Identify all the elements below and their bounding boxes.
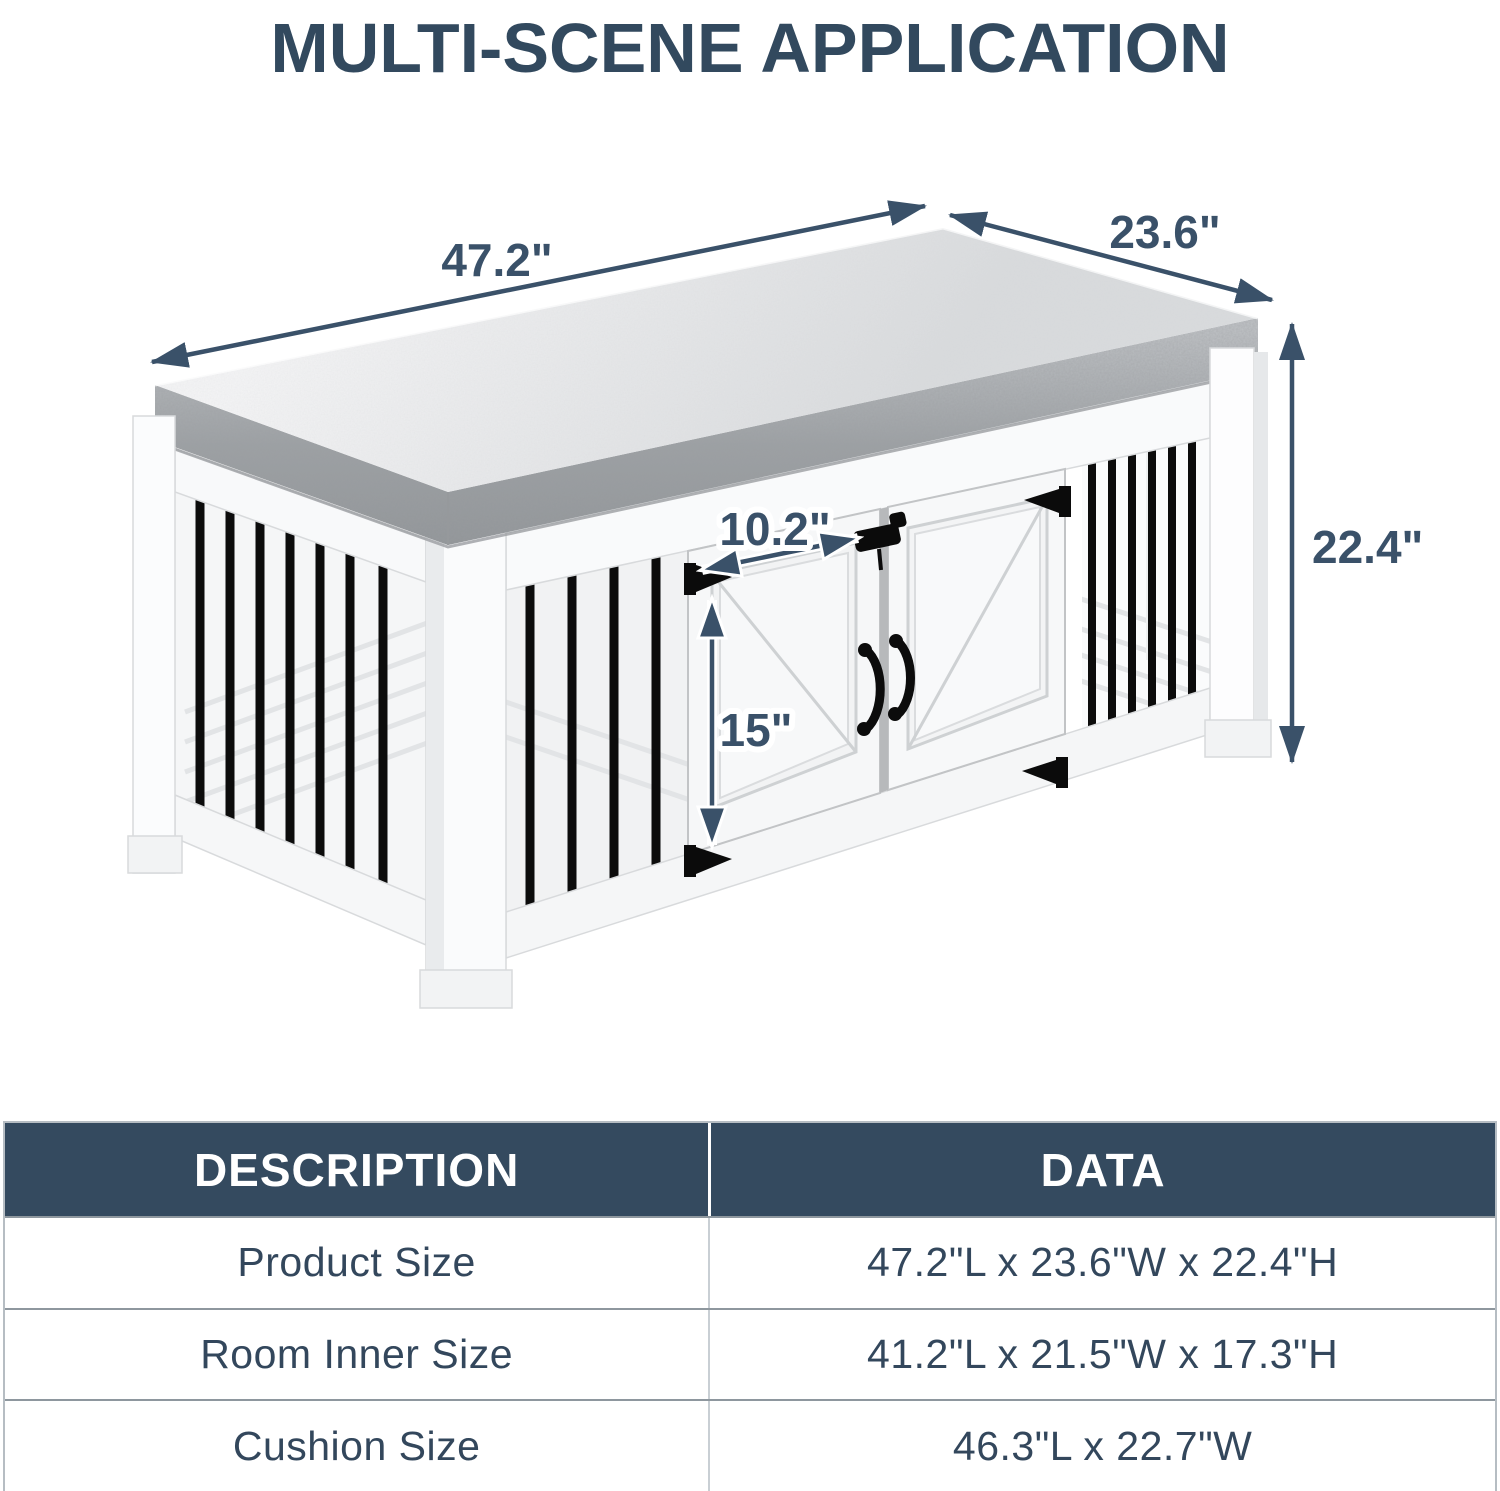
table-row xyxy=(5,1216,1495,1308)
row-room-inner-size-value: 41.2"L x 21.5"W x 17.3"H xyxy=(708,1310,1495,1400)
corner-post xyxy=(420,520,512,1008)
header-description: DESCRIPTION xyxy=(193,1143,520,1196)
header-data: DATA xyxy=(708,1123,1495,1216)
product-diagram xyxy=(0,90,1500,1121)
spec-table xyxy=(3,1121,1497,1491)
door-height-dimension-label: 15" xyxy=(719,704,793,756)
door-gap xyxy=(880,507,888,793)
page-title: MULTI-SCENE APPLICATION xyxy=(270,9,1230,87)
row-room-inner-size-label: Room Inner Size xyxy=(200,1330,514,1377)
right-post xyxy=(1205,348,1271,757)
row-product-size-label: Product Size xyxy=(237,1239,476,1286)
door-width-dimension-label: 10.2" xyxy=(719,503,831,555)
depth-dimension-label: 23.6" xyxy=(1109,206,1221,258)
row-product-size-value: 47.2"L x 23.6"W x 22.4"H xyxy=(708,1218,1495,1308)
spec-table-header xyxy=(5,1123,1495,1216)
length-dimension-label: 47.2" xyxy=(441,234,553,286)
right-door xyxy=(888,469,1065,790)
left-post xyxy=(128,416,182,873)
table-row xyxy=(5,1399,1495,1491)
table-row xyxy=(5,1308,1495,1400)
row-cushion-size-label: Cushion Size xyxy=(232,1422,481,1469)
height-dimension-label: 22.4" xyxy=(1312,521,1424,573)
row-cushion-size-value: 46.3"L x 22.7"W xyxy=(708,1401,1495,1491)
